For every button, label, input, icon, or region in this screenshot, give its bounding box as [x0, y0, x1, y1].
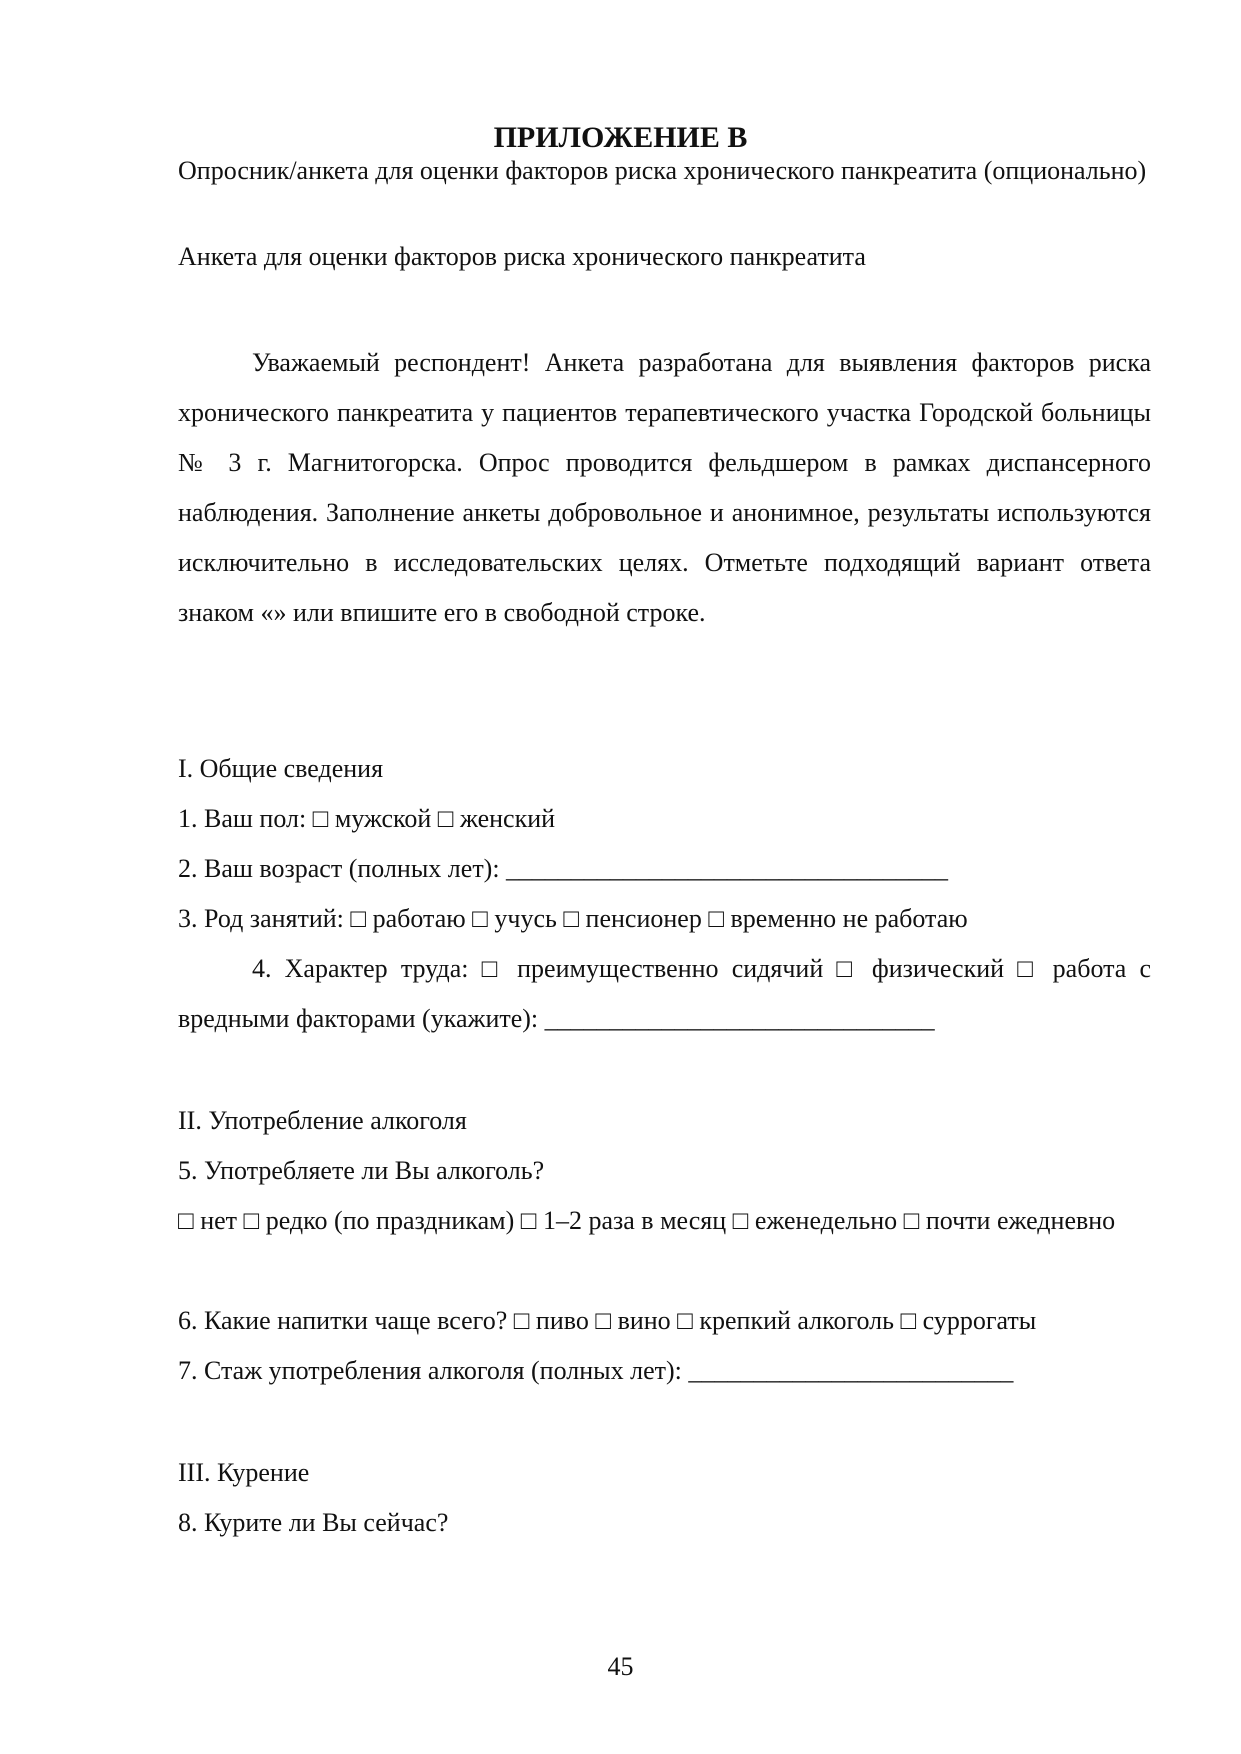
question-work-type: 4. Характер труда: □ преимущественно сидячий □ физический □ работа с вредными факторами (укажите): ______________________________ [178, 954, 1151, 1033]
question-alcohol-duration: 7. Стаж употребления алкоголя (полных лет): _________________________ [178, 1356, 1014, 1385]
alcohol-frequency-options: □ нет □ редко (по праздникам) □ 1–2 раза в месяц □ еженедельно □ почти ежедневно [178, 1206, 1116, 1235]
appendix-title: ПРИЛОЖЕНИЕ В [493, 121, 748, 154]
section-heading-smoking: III. Курение [178, 1458, 310, 1487]
question-drink-types: 6. Какие напитки чаще всего? □ пиво □ вино □ крепкий алкоголь □ суррогаты [178, 1306, 1037, 1335]
page-number: 45 [607, 1652, 634, 1681]
question-smoking-now: 8. Курите ли Вы сейчас? [178, 1508, 449, 1537]
intro-paragraph: Уважаемый респондент! Анкета разработана для выявления факторов риска хронического панкреатита у пациентов терапевтического участка Городской больницы № 3 г. Магнитогорска. Опрос проводится фельдшером в рамках диспансерного наблюдения. Заполнение анкеты добровольное и анонимное, результаты используются исключительно в исследовательских целях. Отметьте подходящий вариант ответа знаком «» или впишите его в свободной строке. [178, 348, 1151, 627]
questionnaire-subtitle: Опросник/анкета для оценки факторов риска хронического панкреатита (опционально) [178, 156, 1147, 185]
section-heading-alcohol: II. Употребление алкоголя [178, 1106, 467, 1135]
question-occupation: 3. Род занятий: □ работаю □ учусь □ пенсионер □ временно не работаю [178, 904, 968, 933]
question-age: 2. Ваш возраст (полных лет): __________________________________ [178, 854, 949, 883]
question-gender: 1. Ваш пол: □ мужской □ женский [178, 804, 556, 833]
questionnaire-title: Анкета для оценки факторов риска хронического панкреатита [178, 242, 866, 271]
section-heading-general: I. Общие сведения [178, 754, 384, 783]
question-alcohol-use: 5. Употребляете ли Вы алкоголь? [178, 1156, 545, 1185]
